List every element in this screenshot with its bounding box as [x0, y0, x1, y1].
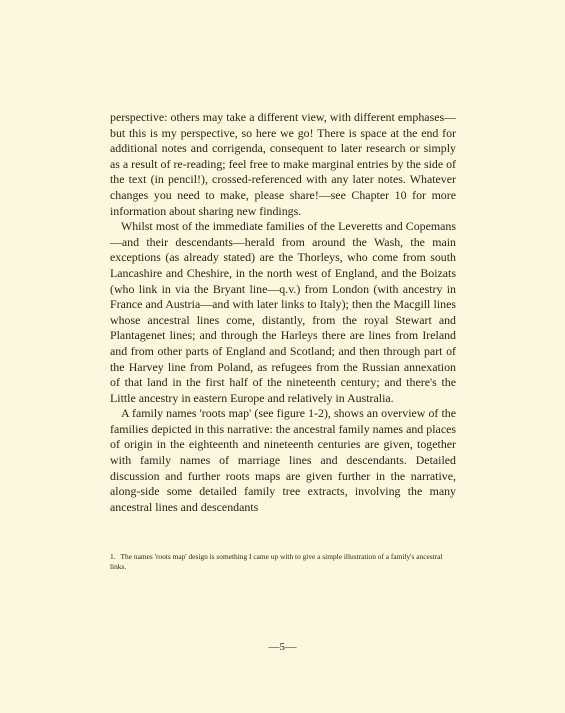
page-number: —5— [268, 641, 297, 653]
page-number-value: 5 [279, 641, 286, 653]
footnote [110, 552, 456, 572]
body-text [110, 110, 456, 515]
paragraph-3: A family names 'roots map' (see figure 1-2), shows an overview of the families depicted in this narrative: the ancestral family names and places of origin in the eighteenth and nineteenth centuries are given, together with family names of marriage lines and descendants. Detailed discussion and further roots maps are given further in the narrative, along-side some detailed family tree extracts, involving the many ancestral lines and descendants [110, 406, 456, 514]
paragraph-1: perspective: others may take a different view, with different emphases—but this is my perspective, so here we go! There is space at the end for additional notes and corrigenda, consequent to later research or simply as a result of re-reading; feel free to make marginal entries by the side of the text (in pencil!), crossed-referenced with any later notes. Whatever changes you need to make, please share!—see Chapter 10 for more information about sharing new findings. [110, 110, 456, 218]
paragraph-2: Whilst most of the immediate families of the Leveretts and Copemans—and their descendants—herald from around the Wash, the main exceptions (as already stated) are the Thorleys, who come from south Lancashire and Cheshire, in the north west of England, and the Boizats (who link in via the Bryant line—q.v.) from London (with ancestry in France and Austria—and with later links to Italy); then the Macgill lines whose ancestral lines come, distantly, from the royal Stewart and Plantagenet lines; and through the Harleys there are lines from Ireland and from other parts of England and Scotland; and then through part of the Harvey line from Poland, as refugees from the Russian annexation of that land in the first half of the nineteenth century; and there's the Little ancestry in eastern Europe and relatively in Australia. [110, 219, 456, 405]
footnote-number: 1. [110, 552, 116, 561]
footnote-text: The names 'roots map' design is something I came up with to give a simple illustration of a family's ancestral links. [110, 552, 443, 571]
